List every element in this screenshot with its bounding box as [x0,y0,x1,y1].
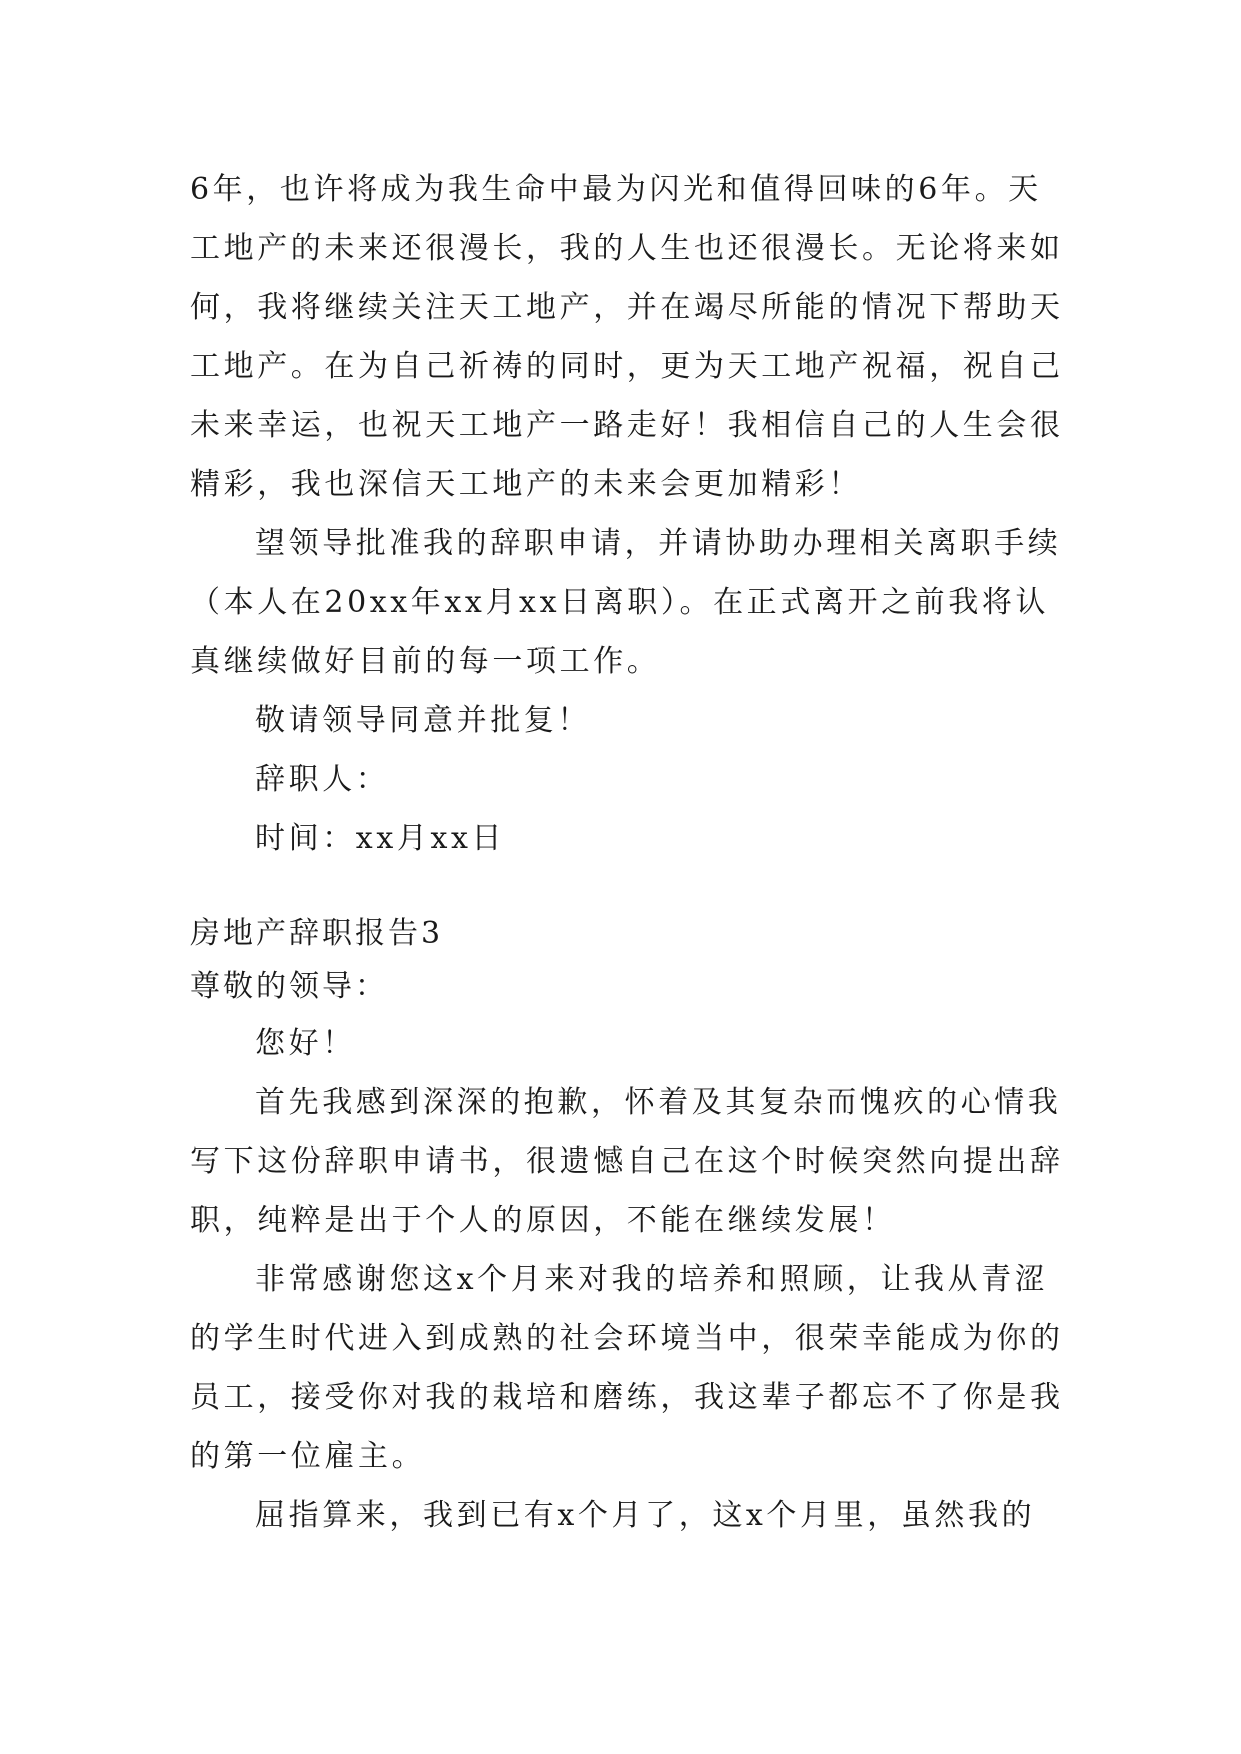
date-line: 时间：xx月xx日 [255,821,506,856]
paragraph-please-approve: 敬请领导同意并批复！ [255,703,591,738]
paragraph-reflection: 屈指算来，我到已有x个月了，这x个月里，虽然我的 [255,1498,1036,1533]
document-page [190,160,1070,1545]
paragraph-thanks: 非常感谢您这x个月来对我的培养和照顾，让我从青涩的学生时代进入到成熟的社会环境当中，很荣幸能成为你的员工，接受你对我的栽培和磨练，我这辈子都忘不了你是我的第一位雇主。 [190,1262,1064,1474]
section-gap [190,868,1070,908]
section-title: 房地产辞职报告3 [190,916,444,951]
salutation-line: 尊敬的领导： [190,969,388,1004]
paragraph-approval-request: 望领导批准我的辞职申请，并请协助办理相关离职手续（本人在20xx年xx月xx日离职）。在正式离开之前我将认真继续做好目前的每一项工作。 [190,526,1062,679]
signer-line: 辞职人： [255,762,390,797]
paragraph-closing-wishes: 6年，也许将成为我生命中最为闪光和值得回味的6年。天工地产的未来还很漫长，我的人生也还很漫长。无论将来如何，我将继续关注天工地产，并在竭尽所能的情况下帮助天工地产。在为自己祈祷的同时，更为天工地产祝福，祝自己未来幸运，也祝天工地产一路走好！我相信自己的人生会很精彩，我也深信天工地产的未来会更加精彩！ [190,172,1064,502]
paragraph-apology: 首先我感到深深的抱歉，怀着及其复杂而愧疚的心情我写下这份辞职申请书，很遗憾自己在这个时候突然向提出辞职，纯粹是出于个人的原因，不能在继续发展！ [190,1085,1064,1238]
greeting-line: 您好！ [255,1026,356,1061]
